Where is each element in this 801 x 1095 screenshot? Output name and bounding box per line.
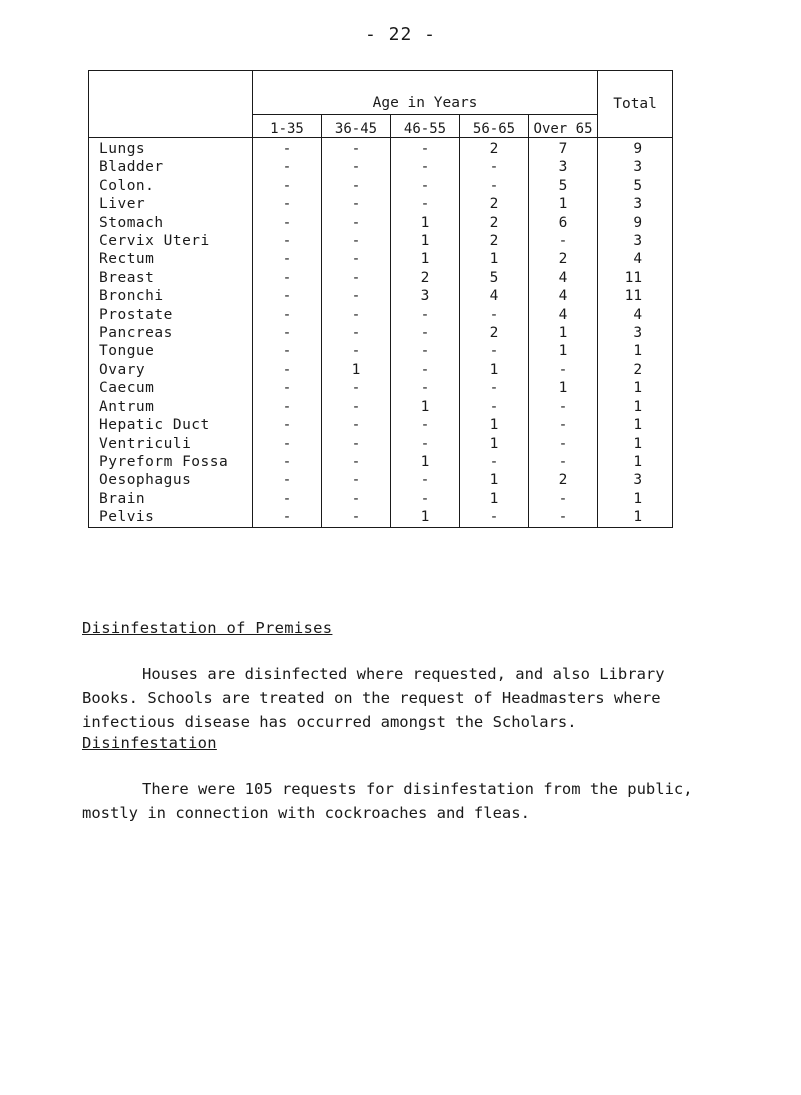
site-cell: Lungs bbox=[89, 138, 253, 159]
count-cell: - bbox=[322, 250, 391, 268]
total-cell: 3 bbox=[598, 471, 673, 489]
site-cell: Pyreform Fossa bbox=[89, 453, 253, 471]
total-cell: 9 bbox=[598, 214, 673, 232]
site-cell: Tongue bbox=[89, 342, 253, 360]
count-cell: - bbox=[322, 287, 391, 305]
count-cell: - bbox=[322, 138, 391, 159]
total-cell: 3 bbox=[598, 324, 673, 342]
count-cell: 6 bbox=[529, 214, 598, 232]
count-cell: - bbox=[253, 490, 322, 508]
count-cell: - bbox=[253, 250, 322, 268]
table-row bbox=[89, 398, 673, 416]
site-cell: Bladder bbox=[89, 158, 253, 176]
count-cell: 1 bbox=[391, 453, 460, 471]
count-cell: 4 bbox=[529, 269, 598, 287]
age-column-header: 36-45 bbox=[322, 115, 391, 138]
total-cell: 9 bbox=[598, 138, 673, 159]
table-row bbox=[89, 287, 673, 305]
count-cell: - bbox=[253, 177, 322, 195]
count-cell: - bbox=[529, 508, 598, 527]
count-cell: - bbox=[322, 269, 391, 287]
age-column-header: 1-35 bbox=[253, 115, 322, 138]
count-cell: - bbox=[322, 379, 391, 397]
site-cell: Brain bbox=[89, 490, 253, 508]
total-cell: 1 bbox=[598, 490, 673, 508]
count-cell: - bbox=[460, 342, 529, 360]
count-cell: - bbox=[322, 435, 391, 453]
count-cell: 2 bbox=[460, 324, 529, 342]
table-row bbox=[89, 138, 673, 159]
section-paragraph: There were 105 requests for disinfestation from the public, mostly in connection with cockroaches and fleas. bbox=[82, 780, 693, 822]
count-cell: 1 bbox=[529, 342, 598, 360]
count-cell: - bbox=[253, 324, 322, 342]
site-cell: Rectum bbox=[89, 250, 253, 268]
count-cell: - bbox=[391, 195, 460, 213]
site-cell: Breast bbox=[89, 269, 253, 287]
site-cell: Stomach bbox=[89, 214, 253, 232]
total-cell: 1 bbox=[598, 416, 673, 434]
section-heading: Disinfestation of Premises bbox=[82, 619, 333, 637]
table-row bbox=[89, 508, 673, 527]
count-cell: - bbox=[391, 379, 460, 397]
count-cell: 4 bbox=[460, 287, 529, 305]
section-heading: Disinfestation bbox=[82, 734, 217, 752]
total-cell: 4 bbox=[598, 250, 673, 268]
count-cell: - bbox=[529, 232, 598, 250]
age-group-header: Age in Years bbox=[253, 71, 598, 115]
count-cell: - bbox=[460, 177, 529, 195]
count-cell: - bbox=[253, 379, 322, 397]
site-header-cell bbox=[89, 71, 253, 138]
total-cell: 1 bbox=[598, 398, 673, 416]
count-cell: 2 bbox=[529, 250, 598, 268]
count-cell: - bbox=[391, 490, 460, 508]
count-cell: - bbox=[253, 435, 322, 453]
table-row bbox=[89, 379, 673, 397]
table-row bbox=[89, 306, 673, 324]
count-cell: - bbox=[322, 158, 391, 176]
count-cell: - bbox=[322, 177, 391, 195]
count-cell: - bbox=[253, 508, 322, 527]
count-cell: - bbox=[253, 232, 322, 250]
table-row bbox=[89, 490, 673, 508]
count-cell: - bbox=[460, 306, 529, 324]
count-cell: 1 bbox=[460, 361, 529, 379]
section-disinfestation bbox=[82, 731, 722, 825]
table-row bbox=[89, 269, 673, 287]
site-cell: Caecum bbox=[89, 379, 253, 397]
count-cell: - bbox=[322, 398, 391, 416]
site-cell: Pancreas bbox=[89, 324, 253, 342]
table-row bbox=[89, 471, 673, 489]
table-body bbox=[89, 138, 673, 528]
count-cell: - bbox=[391, 138, 460, 159]
site-cell: Oesophagus bbox=[89, 471, 253, 489]
count-cell: - bbox=[391, 416, 460, 434]
table-row bbox=[89, 158, 673, 176]
count-cell: 3 bbox=[391, 287, 460, 305]
count-cell: - bbox=[529, 453, 598, 471]
count-cell: - bbox=[529, 490, 598, 508]
count-cell: 1 bbox=[322, 361, 391, 379]
count-cell: - bbox=[322, 453, 391, 471]
count-cell: - bbox=[391, 158, 460, 176]
total-cell: 11 bbox=[598, 269, 673, 287]
count-cell: 1 bbox=[460, 416, 529, 434]
site-cell: Hepatic Duct bbox=[89, 416, 253, 434]
age-column-header: 46-55 bbox=[391, 115, 460, 138]
count-cell: 2 bbox=[460, 195, 529, 213]
count-cell: 7 bbox=[529, 138, 598, 159]
count-cell: - bbox=[391, 306, 460, 324]
total-cell: 3 bbox=[598, 158, 673, 176]
count-cell: - bbox=[253, 138, 322, 159]
count-cell: 2 bbox=[460, 232, 529, 250]
count-cell: 1 bbox=[529, 324, 598, 342]
table-row bbox=[89, 250, 673, 268]
count-cell: - bbox=[529, 416, 598, 434]
count-cell: - bbox=[322, 342, 391, 360]
count-cell: - bbox=[529, 361, 598, 379]
site-cell: Ventriculi bbox=[89, 435, 253, 453]
count-cell: - bbox=[322, 306, 391, 324]
count-cell: 1 bbox=[460, 250, 529, 268]
table-row bbox=[89, 435, 673, 453]
count-cell: - bbox=[322, 195, 391, 213]
count-cell: - bbox=[322, 324, 391, 342]
total-cell: 1 bbox=[598, 379, 673, 397]
count-cell: - bbox=[253, 471, 322, 489]
count-cell: 2 bbox=[391, 269, 460, 287]
count-cell: 2 bbox=[460, 138, 529, 159]
site-cell: Antrum bbox=[89, 398, 253, 416]
age-column-header: 56-65 bbox=[460, 115, 529, 138]
count-cell: - bbox=[322, 471, 391, 489]
site-cell: Ovary bbox=[89, 361, 253, 379]
total-cell: 4 bbox=[598, 306, 673, 324]
count-cell: - bbox=[391, 177, 460, 195]
total-cell: 1 bbox=[598, 508, 673, 527]
count-cell: - bbox=[253, 287, 322, 305]
count-cell: 1 bbox=[460, 435, 529, 453]
count-cell: - bbox=[253, 195, 322, 213]
table-row bbox=[89, 453, 673, 471]
total-header: Total bbox=[598, 71, 673, 138]
total-cell: 3 bbox=[598, 195, 673, 213]
total-cell: 11 bbox=[598, 287, 673, 305]
count-cell: - bbox=[391, 342, 460, 360]
age-column-header: Over 65 bbox=[529, 115, 598, 138]
cancer-deaths-table-wrap bbox=[88, 70, 672, 528]
count-cell: - bbox=[253, 214, 322, 232]
count-cell: - bbox=[529, 435, 598, 453]
site-cell: Pelvis bbox=[89, 508, 253, 527]
page-number: - 22 - bbox=[364, 24, 437, 45]
count-cell: 1 bbox=[391, 232, 460, 250]
total-cell: 5 bbox=[598, 177, 673, 195]
count-cell: - bbox=[391, 361, 460, 379]
site-cell: Prostate bbox=[89, 306, 253, 324]
count-cell: - bbox=[460, 379, 529, 397]
count-cell: 1 bbox=[460, 471, 529, 489]
count-cell: 1 bbox=[391, 250, 460, 268]
count-cell: - bbox=[322, 416, 391, 434]
site-cell: Bronchi bbox=[89, 287, 253, 305]
count-cell: - bbox=[391, 324, 460, 342]
count-cell: - bbox=[253, 342, 322, 360]
table-row bbox=[89, 416, 673, 434]
count-cell: - bbox=[460, 158, 529, 176]
count-cell: - bbox=[253, 416, 322, 434]
count-cell: 1 bbox=[529, 379, 598, 397]
count-cell: - bbox=[253, 306, 322, 324]
count-cell: - bbox=[253, 453, 322, 471]
count-cell: 1 bbox=[391, 214, 460, 232]
total-cell: 1 bbox=[598, 342, 673, 360]
count-cell: 5 bbox=[460, 269, 529, 287]
total-cell: 2 bbox=[598, 361, 673, 379]
count-cell: - bbox=[253, 158, 322, 176]
count-cell: - bbox=[391, 435, 460, 453]
table-row bbox=[89, 324, 673, 342]
table-row bbox=[89, 195, 673, 213]
total-cell: 3 bbox=[598, 232, 673, 250]
total-cell: 1 bbox=[598, 453, 673, 471]
count-cell: 1 bbox=[529, 195, 598, 213]
count-cell: - bbox=[460, 453, 529, 471]
table-row bbox=[89, 232, 673, 250]
site-cell: Cervix Uteri bbox=[89, 232, 253, 250]
count-cell: 5 bbox=[529, 177, 598, 195]
section-disinfestation-premises bbox=[82, 616, 722, 734]
count-cell: 4 bbox=[529, 306, 598, 324]
count-cell: - bbox=[322, 214, 391, 232]
site-cell: Liver bbox=[89, 195, 253, 213]
count-cell: - bbox=[322, 490, 391, 508]
count-cell: 1 bbox=[391, 398, 460, 416]
count-cell: - bbox=[391, 471, 460, 489]
count-cell: - bbox=[529, 398, 598, 416]
count-cell: 1 bbox=[460, 490, 529, 508]
total-cell: 1 bbox=[598, 435, 673, 453]
count-cell: - bbox=[253, 269, 322, 287]
count-cell: - bbox=[322, 508, 391, 527]
count-cell: - bbox=[322, 232, 391, 250]
count-cell: 2 bbox=[460, 214, 529, 232]
count-cell: - bbox=[460, 398, 529, 416]
count-cell: - bbox=[253, 398, 322, 416]
age-table bbox=[88, 70, 673, 528]
count-cell: - bbox=[253, 361, 322, 379]
count-cell: - bbox=[460, 508, 529, 527]
table-row bbox=[89, 361, 673, 379]
section-paragraph: Houses are disinfected where requested, and also Library Books. Schools are treated on the request of Headmasters where infectious disease has occurred amongst the Scholars. bbox=[82, 665, 665, 731]
count-cell: 3 bbox=[529, 158, 598, 176]
table-row bbox=[89, 177, 673, 195]
table-row bbox=[89, 342, 673, 360]
count-cell: 2 bbox=[529, 471, 598, 489]
table-row bbox=[89, 214, 673, 232]
site-cell: Colon. bbox=[89, 177, 253, 195]
count-cell: 1 bbox=[391, 508, 460, 527]
count-cell: 4 bbox=[529, 287, 598, 305]
